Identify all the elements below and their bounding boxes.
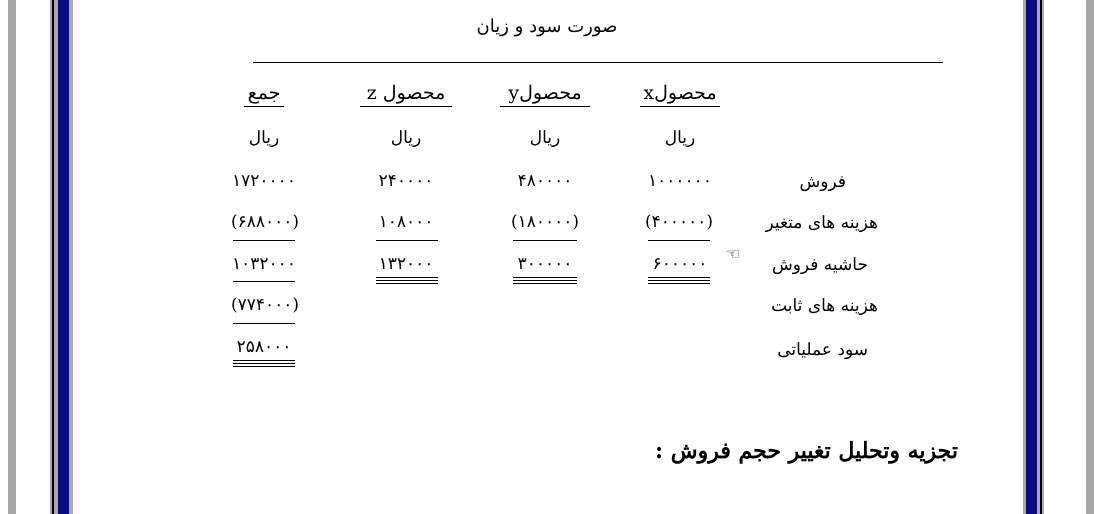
header-product-y: محصولy (500, 82, 590, 104)
rule-x-final (648, 277, 710, 284)
fixed-costs-total: (۷۷۴۰۰۰) (230, 295, 300, 315)
rule-z-final (376, 277, 438, 284)
row-label-sales: فروش (799, 172, 846, 192)
operating-profit-total: ۲۵۸۰۰۰ (236, 337, 292, 357)
header-product-x: محصولx (640, 82, 720, 104)
left-margin (0, 0, 8, 514)
contribution-margin-z: ۱۳۲۰۰۰ (378, 254, 434, 274)
unit-label-x: ریال (664, 128, 696, 148)
variable-costs-z: ۱۰۸۰۰۰ (378, 212, 434, 232)
row-label-variable-costs: هزینه های متغیر (765, 213, 878, 233)
variable-costs-y: (۱۸۰۰۰۰) (510, 212, 580, 232)
rule-y-subtotal (513, 240, 577, 241)
contribution-margin-y: ۳۰۰۰۰۰ (517, 254, 573, 274)
rule-y-final (513, 277, 577, 284)
variable-costs-x: (۴۰۰۰۰۰) (644, 212, 714, 232)
unit-label-z: ریال (390, 128, 422, 148)
rule-z-subtotal (376, 240, 438, 241)
unit-label-total: ریال (248, 128, 280, 148)
left-frame-line (52, 0, 54, 514)
right-blue-border (1026, 0, 1037, 514)
contribution-margin-x: ۶۰۰۰۰۰ (652, 254, 708, 274)
left-margin-inner (16, 0, 50, 514)
right-margin-inner (1044, 0, 1086, 514)
rule-total-subtotal (233, 240, 295, 241)
hand-pointer-icon: ☜ (726, 244, 741, 263)
contribution-margin-total: ۱۰۳۲۰۰۰ (232, 254, 296, 274)
row-label-fixed-costs: هزینه های ثابت (771, 296, 878, 316)
left-blue-border (58, 0, 69, 514)
section-heading: تجزیه وتحلیل تغییر حجم فروش : (654, 438, 958, 464)
sales-y: ۴۸۰۰۰۰ (517, 171, 573, 191)
page-title: صورت سود و زیان (476, 16, 618, 37)
rule-total-final (233, 360, 295, 367)
rule-x-subtotal (648, 240, 710, 241)
header-product-z: محصول z (360, 82, 452, 104)
rule-total-margin (233, 281, 295, 282)
sales-x: ۱۰۰۰۰۰۰ (648, 171, 712, 191)
title-rule (253, 62, 943, 63)
right-frame-line (1040, 0, 1042, 514)
row-label-contribution-margin: حاشیه فروش (771, 255, 868, 275)
row-label-operating-profit: سود عملیاتی (777, 340, 868, 360)
sales-z: ۲۴۰۰۰۰ (378, 171, 434, 191)
unit-label-y: ریال (529, 128, 561, 148)
variable-costs-total: (۶۸۸۰۰۰) (230, 212, 300, 232)
sales-total: ۱۷۲۰۰۰۰ (232, 171, 296, 191)
rule-total-fixed (233, 323, 295, 324)
header-total: جمع (244, 82, 284, 104)
